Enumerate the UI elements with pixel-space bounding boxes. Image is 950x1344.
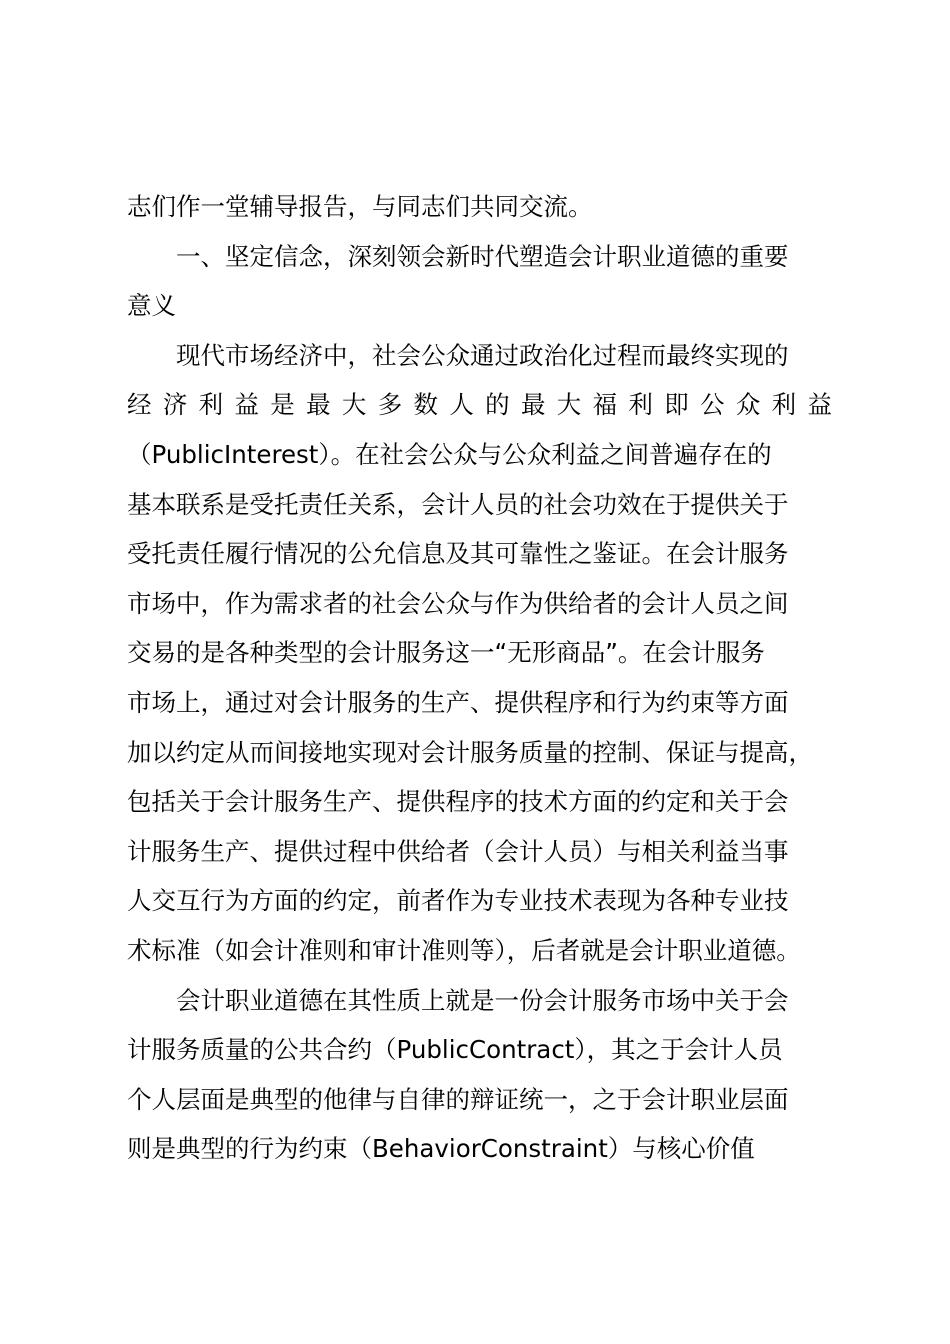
text-line: 术标准（如会计准则和审计准则等），后者就是会计职业道德。 <box>127 935 801 965</box>
text-line: 交易的是各种类型的会计服务这一“无形商品”。在会计服务 <box>127 638 765 668</box>
text-line: 现代市场经济中，社会公众通过政治化过程而最终实现的 <box>176 340 789 370</box>
text-line: 基本联系是受托责任关系，会计人员的社会功效在于提供关于 <box>127 489 789 519</box>
text-line: 受托责任履行情况的公允信息及其可靠性之鉴证。在会计服务 <box>127 539 789 569</box>
text-line: 计服务生产、提供过程中供给者（会计人员）与相关利益当事 <box>127 836 789 866</box>
text-line: 人交互行为方面的约定，前者作为专业技术表现为各种专业技 <box>127 886 789 916</box>
section-heading: 一、坚定信念，深刻领会新时代塑造会计职业道德的重要 <box>176 241 789 271</box>
text-line: 个人层面是典型的他律与自律的辩证统一，之于会计职业层面 <box>127 1084 789 1114</box>
text-line: 会计职业道德在其性质上就是一份会计服务市场中关于会 <box>176 985 789 1015</box>
text-line: 则是典型的行为约束（BehaviorConstraint）与核心价值 <box>127 1134 755 1164</box>
section-heading-continued: 意义 <box>127 291 176 321</box>
text-line: （PublicInterest）。在社会公众与公众利益之间普遍存在的 <box>127 439 772 469</box>
text-line: 市场上，通过对会计服务的生产、提供程序和行为约束等方面 <box>127 687 789 717</box>
text-line: 市场中，作为需求者的社会公众与作为供给者的会计人员之间 <box>127 588 789 618</box>
text-line: 经济利益是最大多数人的最大福利即公众利益 <box>127 390 832 420</box>
text-line: 计服务质量的公共合约（PublicContract），其之于会计人员 <box>127 1035 783 1065</box>
text-line: 志们作一堂辅导报告，与同志们共同交流。 <box>127 192 593 221</box>
document-body <box>127 182 832 1174</box>
text-line: 加以约定从而间接地实现对会计服务质量的控制、保证与提高， <box>127 737 813 767</box>
text-line: 包括关于会计服务生产、提供程序的技术方面的约定和关于会 <box>127 787 789 817</box>
